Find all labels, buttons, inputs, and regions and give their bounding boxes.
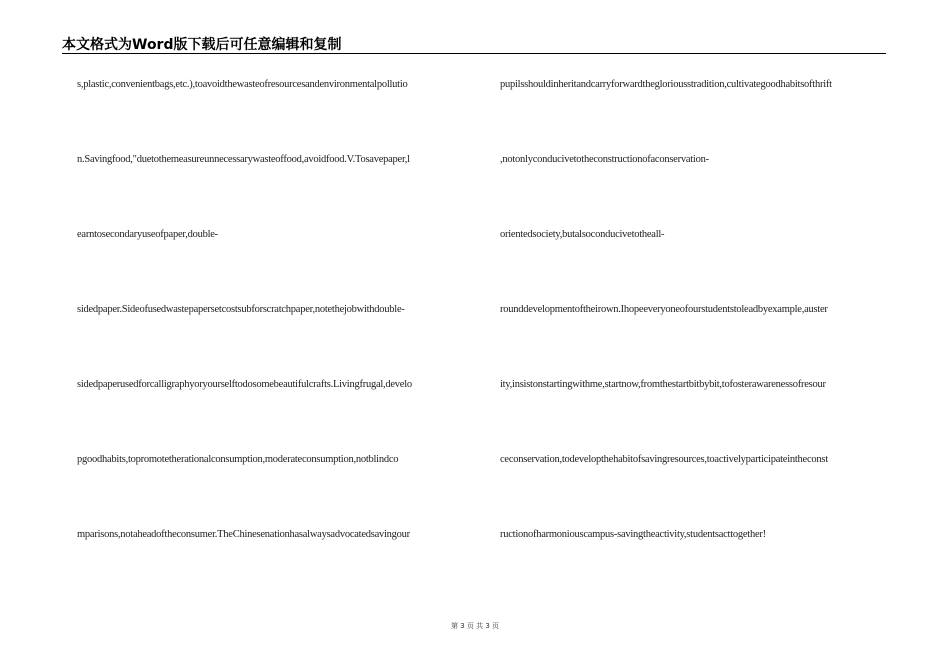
text-line: ity,insistonstartingwithme,startnow,fromthestartbitbybit,tofosterawarenessofresour (500, 379, 826, 390)
text-line: mparisons,notaheadoftheconsumer.TheChinesenationhasalwaysadvocatedsavingour (77, 529, 410, 540)
text-line: ceconservation,todevelopthehabitofsavingresources,toactivelyparticipateintheconst (500, 454, 828, 465)
text-line: s,plastic,convenientbags,etc.),toavoidthewasteofresourcesandenvironmentalpollutio (77, 79, 408, 90)
text-line: n.Savingfood,"duetothemeasureunnecessarywasteoffood,avoidfood.V.Tosavepaper,l (77, 154, 410, 165)
page-header (62, 33, 886, 54)
text-line: pupilsshouldinheritandcarryforwardthegloriousstradition,cultivategoodhabitsofthrift (500, 79, 832, 90)
text-line: ructionofharmoniouscampus-savingtheactivity,studentsacttogether! (500, 529, 766, 540)
text-line: ,notonlyconducivetotheconstructionofaconservation- (500, 154, 709, 165)
text-line: sidedpaperusedforcalligraphyoryourselftodosomebeautifulcrafts.Livingfrugal,develo (77, 379, 412, 390)
text-line: earntosecondaryuseofpaper,double- (77, 229, 218, 240)
text-line: orientedsociety,butalsoconducivetotheall- (500, 229, 665, 240)
text-line: rounddevelopmentoftheirown.Ihopeeveryoneofourstudentstoleadbyexample,auster (500, 304, 828, 315)
text-line: sidedpaper.Sideofusedwastepapersetcostsubforscratchpaper,notethejobwithdouble- (77, 304, 405, 315)
text-line: pgoodhabits,topromotetherationalconsumption,moderateconsumption,notblindco (77, 454, 399, 465)
page-number-footer: 第 3 页 共 3 页 (450, 622, 500, 630)
document-header-title: 本文格式为Word版下载后可任意编辑和复制 (62, 37, 342, 53)
